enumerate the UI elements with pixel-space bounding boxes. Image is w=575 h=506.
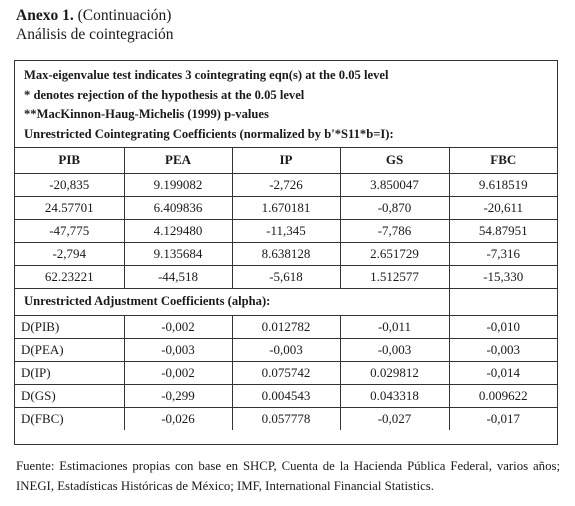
table-cell: 9.135684 bbox=[124, 242, 232, 265]
row-label: D(PEA) bbox=[15, 338, 124, 361]
table-cell: -47,775 bbox=[15, 219, 124, 242]
table-cell: -0,002 bbox=[124, 361, 232, 384]
caption-label: Anexo 1. bbox=[16, 7, 74, 24]
table-cell: -0,003 bbox=[449, 338, 557, 361]
table-row bbox=[15, 196, 557, 219]
table-cell: -20,611 bbox=[449, 196, 557, 219]
table-cell: 0.012782 bbox=[232, 315, 340, 338]
table-cell: 4.129480 bbox=[124, 219, 232, 242]
note-line: Max-eigenvalue test indicates 3 cointegrating eqn(s) at the 0.05 level bbox=[24, 68, 389, 82]
table-row bbox=[15, 173, 557, 196]
note-line: Unrestricted Cointegrating Coefficients (normalized by b'*S11*b=I): bbox=[24, 126, 394, 141]
test-notes bbox=[15, 61, 557, 148]
table-cell: -0,003 bbox=[340, 338, 449, 361]
table-cell: -20,835 bbox=[15, 173, 124, 196]
table-cell: -0,002 bbox=[124, 315, 232, 338]
note-line: * denotes rejection of the hypothesis at the 0.05 level bbox=[24, 87, 305, 102]
table-cell: 9.618519 bbox=[449, 173, 557, 196]
source-note: Fuente: Estimaciones propias con base en SHCP, Cuenta de la Hacienda Pública Federal, varios años; INEGI, Estadísticas Históricas de México; IMF, International Financial Statistics. bbox=[16, 459, 560, 493]
table-row bbox=[15, 338, 557, 361]
caption-title bbox=[16, 6, 174, 25]
table-cell: -0,003 bbox=[232, 338, 340, 361]
table-cell: 6.409836 bbox=[124, 196, 232, 219]
header-row bbox=[15, 148, 557, 173]
table-cell: -0,026 bbox=[124, 407, 232, 430]
table-cell: -0,017 bbox=[449, 407, 557, 430]
table-row bbox=[15, 361, 557, 384]
table-cell: 0.043318 bbox=[340, 384, 449, 407]
table-cell: -7,316 bbox=[449, 242, 557, 265]
table-cell: -2,794 bbox=[15, 242, 124, 265]
caption-continuation: (Continuación) bbox=[73, 7, 172, 24]
table-cell: -15,330 bbox=[449, 265, 557, 288]
table-cell: -44,518 bbox=[124, 265, 232, 288]
table-caption bbox=[16, 6, 174, 44]
table-row bbox=[15, 315, 557, 338]
table-cell: -0,027 bbox=[340, 407, 449, 430]
table-row bbox=[15, 242, 557, 265]
note-line: **MacKinnon-Haug-Michelis (1999) p-values bbox=[24, 107, 269, 121]
table-cell: -11,345 bbox=[232, 219, 340, 242]
table-cell: 24.57701 bbox=[15, 196, 124, 219]
coefficients-table bbox=[15, 148, 557, 430]
table-row bbox=[15, 219, 557, 242]
table-cell: 2.651729 bbox=[340, 242, 449, 265]
row-label: D(IP) bbox=[15, 361, 124, 384]
table-cell: -0,011 bbox=[340, 315, 449, 338]
table-row bbox=[15, 265, 557, 288]
column-header: FBC bbox=[449, 148, 557, 173]
table-cell: 1.512577 bbox=[340, 265, 449, 288]
table-cell: 0.029812 bbox=[340, 361, 449, 384]
table-cell: 3.850047 bbox=[340, 173, 449, 196]
table-cell: 8.638128 bbox=[232, 242, 340, 265]
adjustment-section-title: Unrestricted Adjustment Coefficients (alpha): bbox=[15, 288, 449, 315]
column-header: GS bbox=[340, 148, 449, 173]
table-cell: 1.670181 bbox=[232, 196, 340, 219]
table-cell: -0,014 bbox=[449, 361, 557, 384]
table-cell: 0.075742 bbox=[232, 361, 340, 384]
table-cell: -0,003 bbox=[124, 338, 232, 361]
table-cell: 62.23221 bbox=[15, 265, 124, 288]
column-header: PIB bbox=[15, 148, 124, 173]
table-cell: 0.009622 bbox=[449, 384, 557, 407]
section-row bbox=[15, 288, 557, 315]
row-label: D(GS) bbox=[15, 384, 124, 407]
table-cell: 0.057778 bbox=[232, 407, 340, 430]
table-cell: -0,010 bbox=[449, 315, 557, 338]
caption-subtitle: Análisis de cointegración bbox=[16, 26, 174, 43]
table-cell: -5,618 bbox=[232, 265, 340, 288]
table-cell: -0,870 bbox=[340, 196, 449, 219]
column-header: IP bbox=[232, 148, 340, 173]
table-cell: -0,299 bbox=[124, 384, 232, 407]
results-table-frame bbox=[14, 60, 558, 445]
table-cell: 54.87951 bbox=[449, 219, 557, 242]
table-cell bbox=[449, 288, 557, 315]
row-label: D(FBC) bbox=[15, 407, 124, 430]
table-cell: -2,726 bbox=[232, 173, 340, 196]
table-cell: -7,786 bbox=[340, 219, 449, 242]
row-label: D(PIB) bbox=[15, 315, 124, 338]
table-row bbox=[15, 407, 557, 430]
column-header: PEA bbox=[124, 148, 232, 173]
table-cell: 9.199082 bbox=[124, 173, 232, 196]
table-row bbox=[15, 384, 557, 407]
table-cell: 0.004543 bbox=[232, 384, 340, 407]
